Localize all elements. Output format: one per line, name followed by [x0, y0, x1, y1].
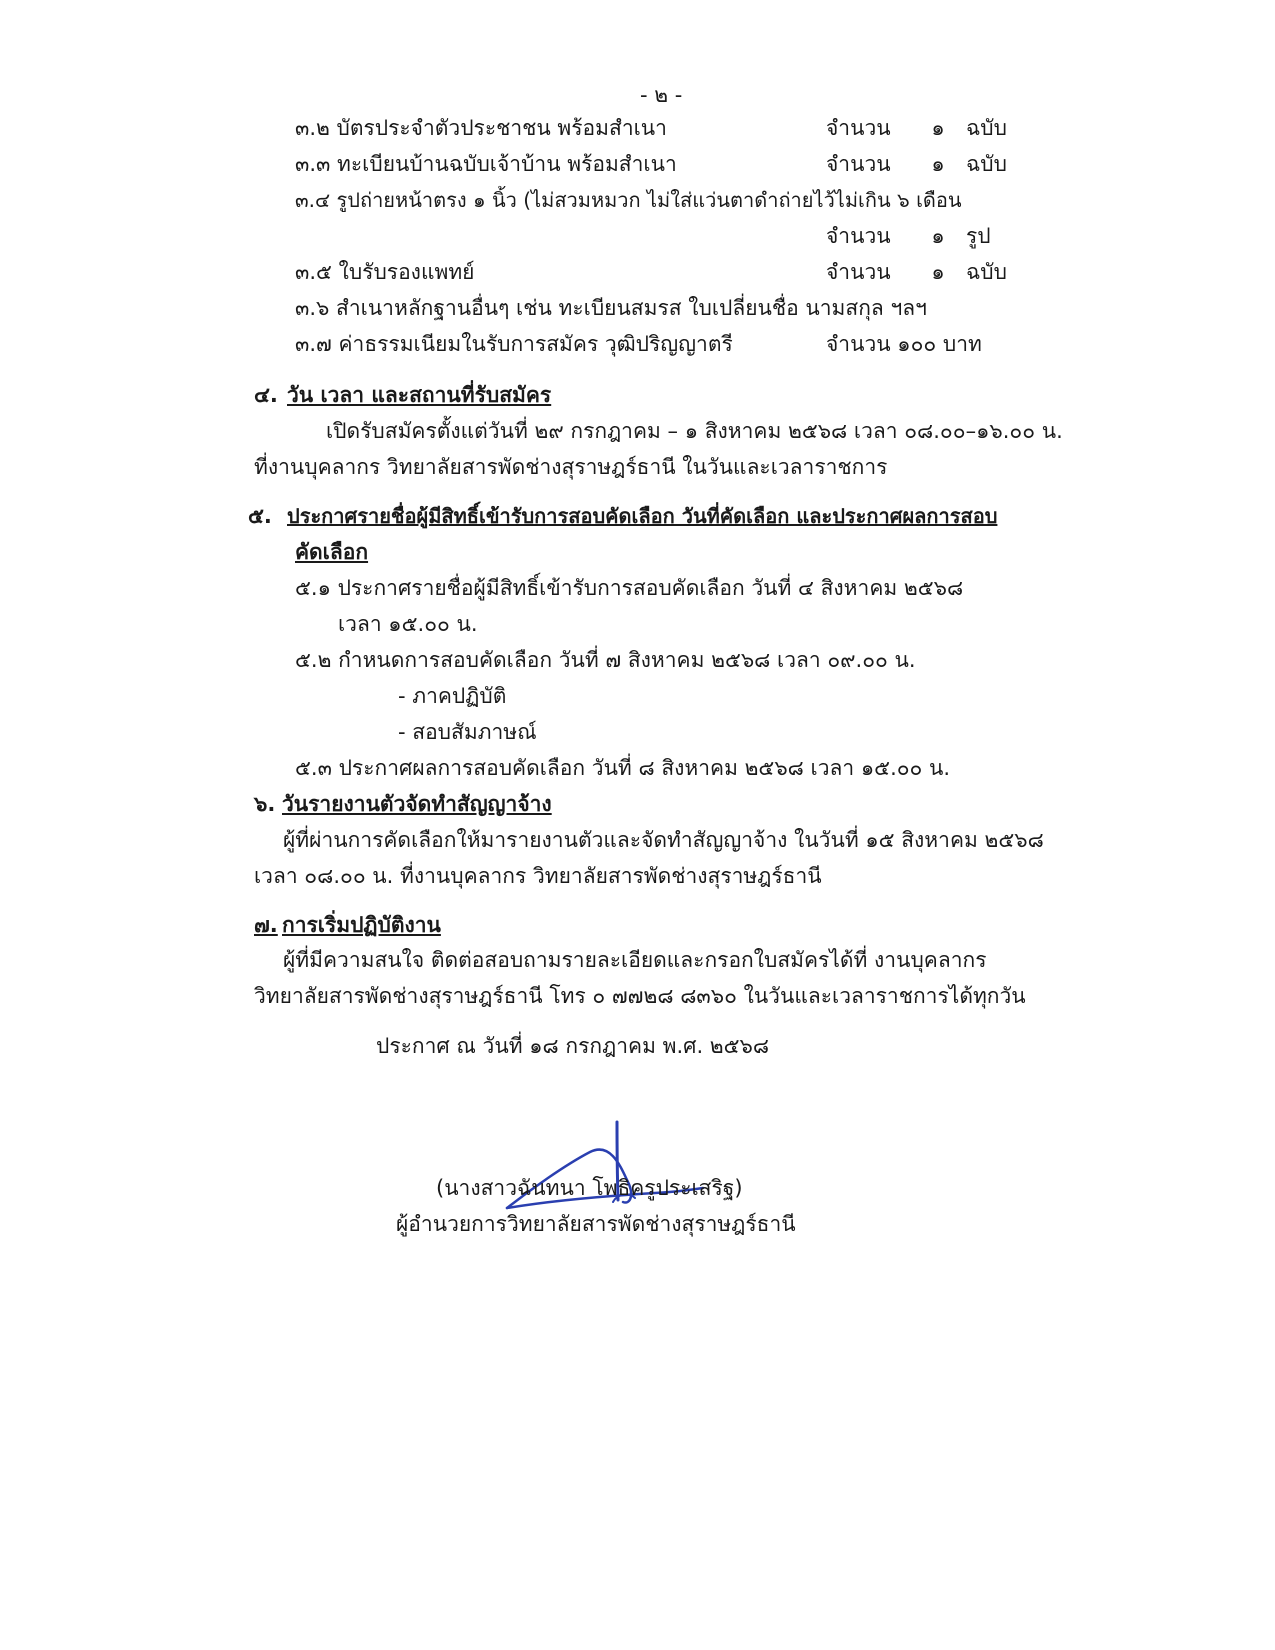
section-5-item-1-line-2: เวลา ๑๕.๐๐ น. — [338, 612, 478, 636]
qty-unit: ฉบับ — [966, 116, 1007, 140]
qty-unit: ฉบับ — [966, 260, 1007, 284]
qty-label: จำนวน — [826, 152, 891, 176]
section-6-number: ๖. — [254, 792, 276, 816]
signer-title: ผู้อำนวยการวิทยาลัยสารพัดช่างสุราษฎร์ธานี — [396, 1212, 796, 1236]
doc-qty-3-3 — [826, 149, 1007, 179]
section-5-number: ๕. — [248, 504, 272, 528]
qty-label: จำนวน — [826, 260, 891, 284]
doc-item-3-7: ๓.๗ ค่าธรรมเนียมในรับการสมัคร วุฒิปริญญาตรี — [295, 332, 733, 356]
doc-item-3-6: ๓.๖ สำเนาหลักฐานอื่นๆ เช่น ทะเบียนสมรส ใบเปลี่ยนชื่อ นามสกุล ฯลฯ — [295, 296, 927, 320]
doc-item-3-3: ๓.๓ ทะเบียนบ้านฉบับเจ้าบ้าน พร้อมสำเนา — [295, 152, 677, 176]
section-5-sub-interview: - สอบสัมภาษณ์ — [398, 720, 537, 744]
qty-unit: ฉบับ — [966, 152, 1007, 176]
section-5-item-2: ๕.๒ กำหนดการสอบคัดเลือก วันที่ ๗ สิงหาคม ๒๕๖๘ เวลา ๐๙.๐๐ น. — [295, 648, 916, 672]
section-7-line-2: วิทยาลัยสารพัดช่างสุราษฎร์ธานี โทร ๐ ๗๗๒๘ ๘๓๖๐ ในวันและเวลาราชการได้ทุกวัน — [254, 984, 1026, 1008]
doc-qty-3-7: จำนวน ๑๐๐ บาท — [826, 332, 982, 356]
qty-number: ๑ — [931, 260, 945, 284]
section-6-line-1: ผู้ที่ผ่านการคัดเลือกให้มารายงานตัวและจัดทำสัญญาจ้าง ในวันที่ ๑๕ สิงหาคม ๒๕๖๘ — [283, 828, 1044, 852]
section-5-item-3: ๕.๓ ประกาศผลการสอบคัดเลือก วันที่ ๘ สิงหาคม ๒๕๖๘ เวลา ๑๕.๐๐ น. — [295, 756, 951, 780]
section-5-heading-line-2: คัดเลือก — [295, 540, 369, 564]
doc-qty-3-5 — [826, 257, 1007, 287]
doc-item-3-4: ๓.๔ รูปถ่ายหน้าตรง ๑ นิ้ว (ไม่สวมหมวก ไม่ใส่แว่นตาดำถ่ายไว้ไม่เกิน ๖ เดือน — [295, 188, 962, 212]
qty-unit: รูป — [966, 224, 991, 248]
doc-item-3-5: ๓.๕ ใบรับรองแพทย์ — [295, 260, 475, 284]
qty-label: จำนวน — [826, 116, 891, 140]
doc-qty-3-4 — [826, 221, 991, 251]
section-4-heading: วัน เวลา และสถานที่รับสมัคร — [287, 383, 552, 407]
section-4-line-1: เปิดรับสมัครตั้งแต่วันที่ ๒๙ กรกฎาคม – ๑ สิงหาคม ๒๕๖๘ เวลา ๐๘.๐๐–๑๖.๐๐ น. — [326, 419, 1063, 443]
section-4-number: ๔. — [254, 383, 278, 407]
qty-number: ๑ — [931, 116, 945, 140]
announcement-date: ประกาศ ณ วันที่ ๑๘ กรกฎาคม พ.ศ. ๒๕๖๘ — [376, 1034, 770, 1058]
section-7-line-1: ผู้ที่มีความสนใจ ติดต่อสอบถามรายละเอียดและกรอกใบสมัครได้ที่ งานบุคลากร — [283, 948, 987, 972]
qty-label: จำนวน — [826, 224, 891, 248]
section-7-heading: การเริ่มปฏิบัติงาน — [282, 913, 441, 937]
qty-number: ๑ — [931, 152, 945, 176]
section-6-line-2: เวลา ๐๘.๐๐ น. ที่งานบุคลากร วิทยาลัยสารพัดช่างสุราษฎร์ธานี — [254, 864, 822, 888]
section-7-number: ๗. — [254, 913, 278, 937]
section-6-heading: วันรายงานตัวจัดทำสัญญาจ้าง — [282, 792, 552, 816]
section-5-sub-practical: - ภาคปฏิบัติ — [398, 684, 507, 708]
page-number: - ๒ - — [640, 83, 683, 107]
section-5-heading-line-1: ประกาศรายชื่อผู้มีสิทธิ์เข้ารับการสอบคัดเลือก วันที่คัดเลือก และประกาศผลการสอบ — [287, 504, 998, 528]
signature-image — [505, 1110, 745, 1220]
section-5-item-1-line-1: ๕.๑ ประกาศรายชื่อผู้มีสิทธิ์เข้ารับการสอบคัดเลือก วันที่ ๔ สิงหาคม ๒๕๖๘ — [295, 576, 964, 600]
doc-item-3-2: ๓.๒ บัตรประจำตัวประชาชน พร้อมสำเนา — [295, 116, 667, 140]
section-4-line-2: ที่งานบุคลากร วิทยาลัยสารพัดช่างสุราษฎร์ธานี ในวันและเวลาราชการ — [254, 455, 888, 479]
doc-qty-3-2 — [826, 113, 1007, 143]
signer-name: (นางสาวฉันทนา โพธิครูประเสริฐ) — [436, 1176, 743, 1200]
qty-number: ๑ — [931, 224, 945, 248]
